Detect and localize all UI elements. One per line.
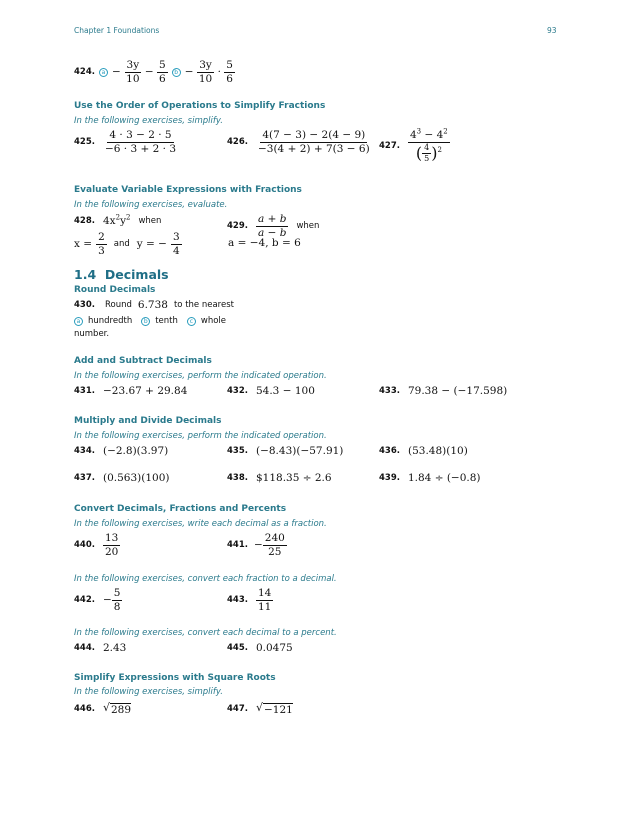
option-a-expression: − $\frac{3y}{10}$ − $\frac{5}{6}$ — [111, 59, 166, 85]
exercise-437 — [74, 472, 169, 484]
exercise-438 — [227, 472, 332, 484]
fraction: $\frac{4(7 - 3) - 2(4 - 9)}{-3(4 + 2) + 7(3 - 6)}$ — [257, 129, 370, 155]
section-title-add-subtract: Add and Subtract Decimals — [74, 356, 212, 366]
x-label: x = — [74, 238, 93, 250]
exercise-426 — [227, 130, 372, 154]
exercise-number: 441. — [227, 540, 248, 550]
expression: − $\frac{5}{8}$ — [102, 587, 121, 613]
chapter-header: Chapter 1 Foundations — [74, 26, 160, 35]
expression: 1.84 ÷ (−0.8) — [407, 472, 481, 484]
exercise-number: 432. — [227, 386, 248, 396]
exercise-number: 442. — [74, 595, 95, 605]
option-b-marker: b — [172, 68, 181, 77]
instruction: In the following exercises, perform the indicated operation. — [74, 371, 327, 381]
exercise-429-values: a = −4, b = 6 — [228, 237, 301, 249]
section-title-round-decimals: Round Decimals — [74, 285, 156, 295]
exercise-number: 440. — [74, 540, 95, 550]
section-title-order-of-operations: Use the Order of Operations to Simplify Fractions — [74, 101, 326, 111]
exercise-434 — [74, 445, 168, 457]
expression: 2.43 — [102, 642, 127, 654]
exercise-number: 434. — [74, 446, 95, 456]
exercise-444 — [74, 642, 126, 654]
exercise-number: 433. — [379, 386, 400, 396]
y-label: y = − — [136, 238, 167, 250]
expression: 54.3 − 100 — [255, 385, 315, 397]
section-title-evaluate: Evaluate Variable Expressions with Fractions — [74, 185, 302, 195]
expression: − $\frac{240}{25}$ — [253, 532, 285, 558]
exercise-443 — [227, 588, 273, 612]
option-b-expression: − $\frac{3y}{10}$ · $\frac{5}{6}$ — [184, 59, 233, 85]
instruction: In the following exercises, convert each fraction to a decimal. — [74, 574, 337, 584]
exercise-number: 431. — [74, 386, 95, 396]
expression: $118.35 ÷ 2.6 — [255, 472, 332, 484]
expression: 0.0475 — [255, 642, 293, 654]
exercise-number: 444. — [74, 643, 95, 653]
exercise-428 — [74, 215, 161, 227]
expression: (53.48)(10) — [407, 445, 468, 457]
instruction: In the following exercises, write each decimal as a fraction. — [74, 519, 327, 529]
option-a-text: hundredth — [88, 316, 133, 326]
exercise-number: 438. — [227, 473, 248, 483]
expression: (−2.8)(3.97) — [102, 445, 169, 457]
option-a-marker: a — [99, 68, 108, 77]
exercise-431 — [74, 385, 187, 397]
option-b-text: tenth — [155, 316, 178, 326]
exercise-433 — [379, 385, 507, 397]
expression: (0.563)(100) — [102, 472, 170, 484]
option-c-text: whole — [200, 316, 227, 326]
page-number: 93 — [547, 26, 557, 35]
exercise-425 — [74, 130, 178, 154]
exercise-442 — [74, 588, 122, 612]
exercise-number: 437. — [74, 473, 95, 483]
exercise-number: 426. — [227, 137, 248, 147]
fraction: $4^3 - 4^2$ ( $\frac{4}{5}$ )$^2$ — [409, 127, 448, 163]
exercise-number: 430. — [74, 300, 95, 310]
exercise-number: 436. — [379, 446, 400, 456]
nearest-label: to the nearest — [173, 300, 234, 310]
exercise-435 — [227, 445, 343, 457]
round-label: Round — [104, 300, 132, 310]
exercise-430-options — [74, 316, 226, 326]
exercise-number: 424. — [74, 67, 95, 77]
exercise-432 — [227, 385, 315, 397]
exercise-number: 435. — [227, 446, 248, 456]
section-title-multiply-divide: Multiply and Divide Decimals — [74, 416, 222, 426]
expression: $4x^2y^2$ — [102, 213, 131, 227]
exercise-number: 429. — [227, 221, 248, 231]
exercise-number: 439. — [379, 473, 400, 483]
expression: −23.67 + 29.84 — [102, 385, 188, 397]
y-fraction: $\frac{3}{4}$ — [172, 231, 180, 257]
option-b-marker: b — [141, 317, 150, 326]
square-root: √ 289 — [102, 701, 132, 716]
exercise-427 — [379, 127, 450, 163]
exercise-441 — [227, 533, 287, 557]
section-title-convert: Convert Decimals, Fractions and Percents — [74, 504, 287, 514]
exercise-number: 427. — [379, 141, 400, 152]
exercise-430 — [74, 299, 234, 311]
instruction: In the following exercises, simplify. — [74, 687, 223, 697]
square-root: √ −121 — [255, 701, 293, 716]
instruction: In the following exercises, simplify. — [74, 116, 223, 126]
expression: 79.38 − (−17.598) — [407, 385, 508, 397]
fraction: $\frac{14}{11}$ — [257, 587, 272, 613]
exercise-number: 447. — [227, 703, 248, 714]
exercise-446 — [74, 701, 131, 716]
exercise-number: 445. — [227, 643, 248, 653]
section-title-square-roots: Simplify Expressions with Square Roots — [74, 673, 276, 683]
exercise-number: 443. — [227, 595, 248, 605]
x-fraction: $\frac{2}{3}$ — [98, 231, 105, 257]
fraction: $\frac{4 \cdot 3 - 2 \cdot 5}{-6 \cdot 3 + 2 \cdot 3}$ — [104, 129, 177, 155]
expression: (−8.43)(−57.91) — [255, 445, 344, 457]
exercise-number: 425. — [74, 137, 95, 147]
fraction: $\frac{a + b}{a - b}$ — [257, 213, 287, 239]
value: 6.738 — [137, 299, 168, 311]
exercise-429 — [227, 214, 319, 238]
when-label: when — [138, 216, 162, 226]
option-c-marker: c — [187, 317, 196, 326]
option-c-text-continued: number. — [74, 329, 110, 339]
exercise-436 — [379, 445, 468, 457]
exercise-447 — [227, 701, 293, 716]
exercise-424 — [74, 60, 235, 84]
and-label: and — [113, 239, 130, 249]
instruction: In the following exercises, perform the indicated operation. — [74, 431, 327, 441]
instruction: In the following exercises, convert each decimal to a percent. — [74, 628, 337, 638]
exercise-440 — [74, 533, 120, 557]
option-a-marker: a — [74, 317, 83, 326]
when-label: when — [296, 221, 320, 231]
fraction: $\frac{13}{20}$ — [104, 532, 119, 558]
exercise-number: 428. — [74, 216, 95, 226]
exercise-number: 446. — [74, 703, 95, 714]
section-heading-decimals: 1.4 Decimals — [74, 267, 169, 282]
exercise-439 — [379, 472, 481, 484]
exercise-445 — [227, 642, 293, 654]
exercise-428-values — [74, 232, 182, 256]
instruction: In the following exercises, evaluate. — [74, 200, 228, 210]
